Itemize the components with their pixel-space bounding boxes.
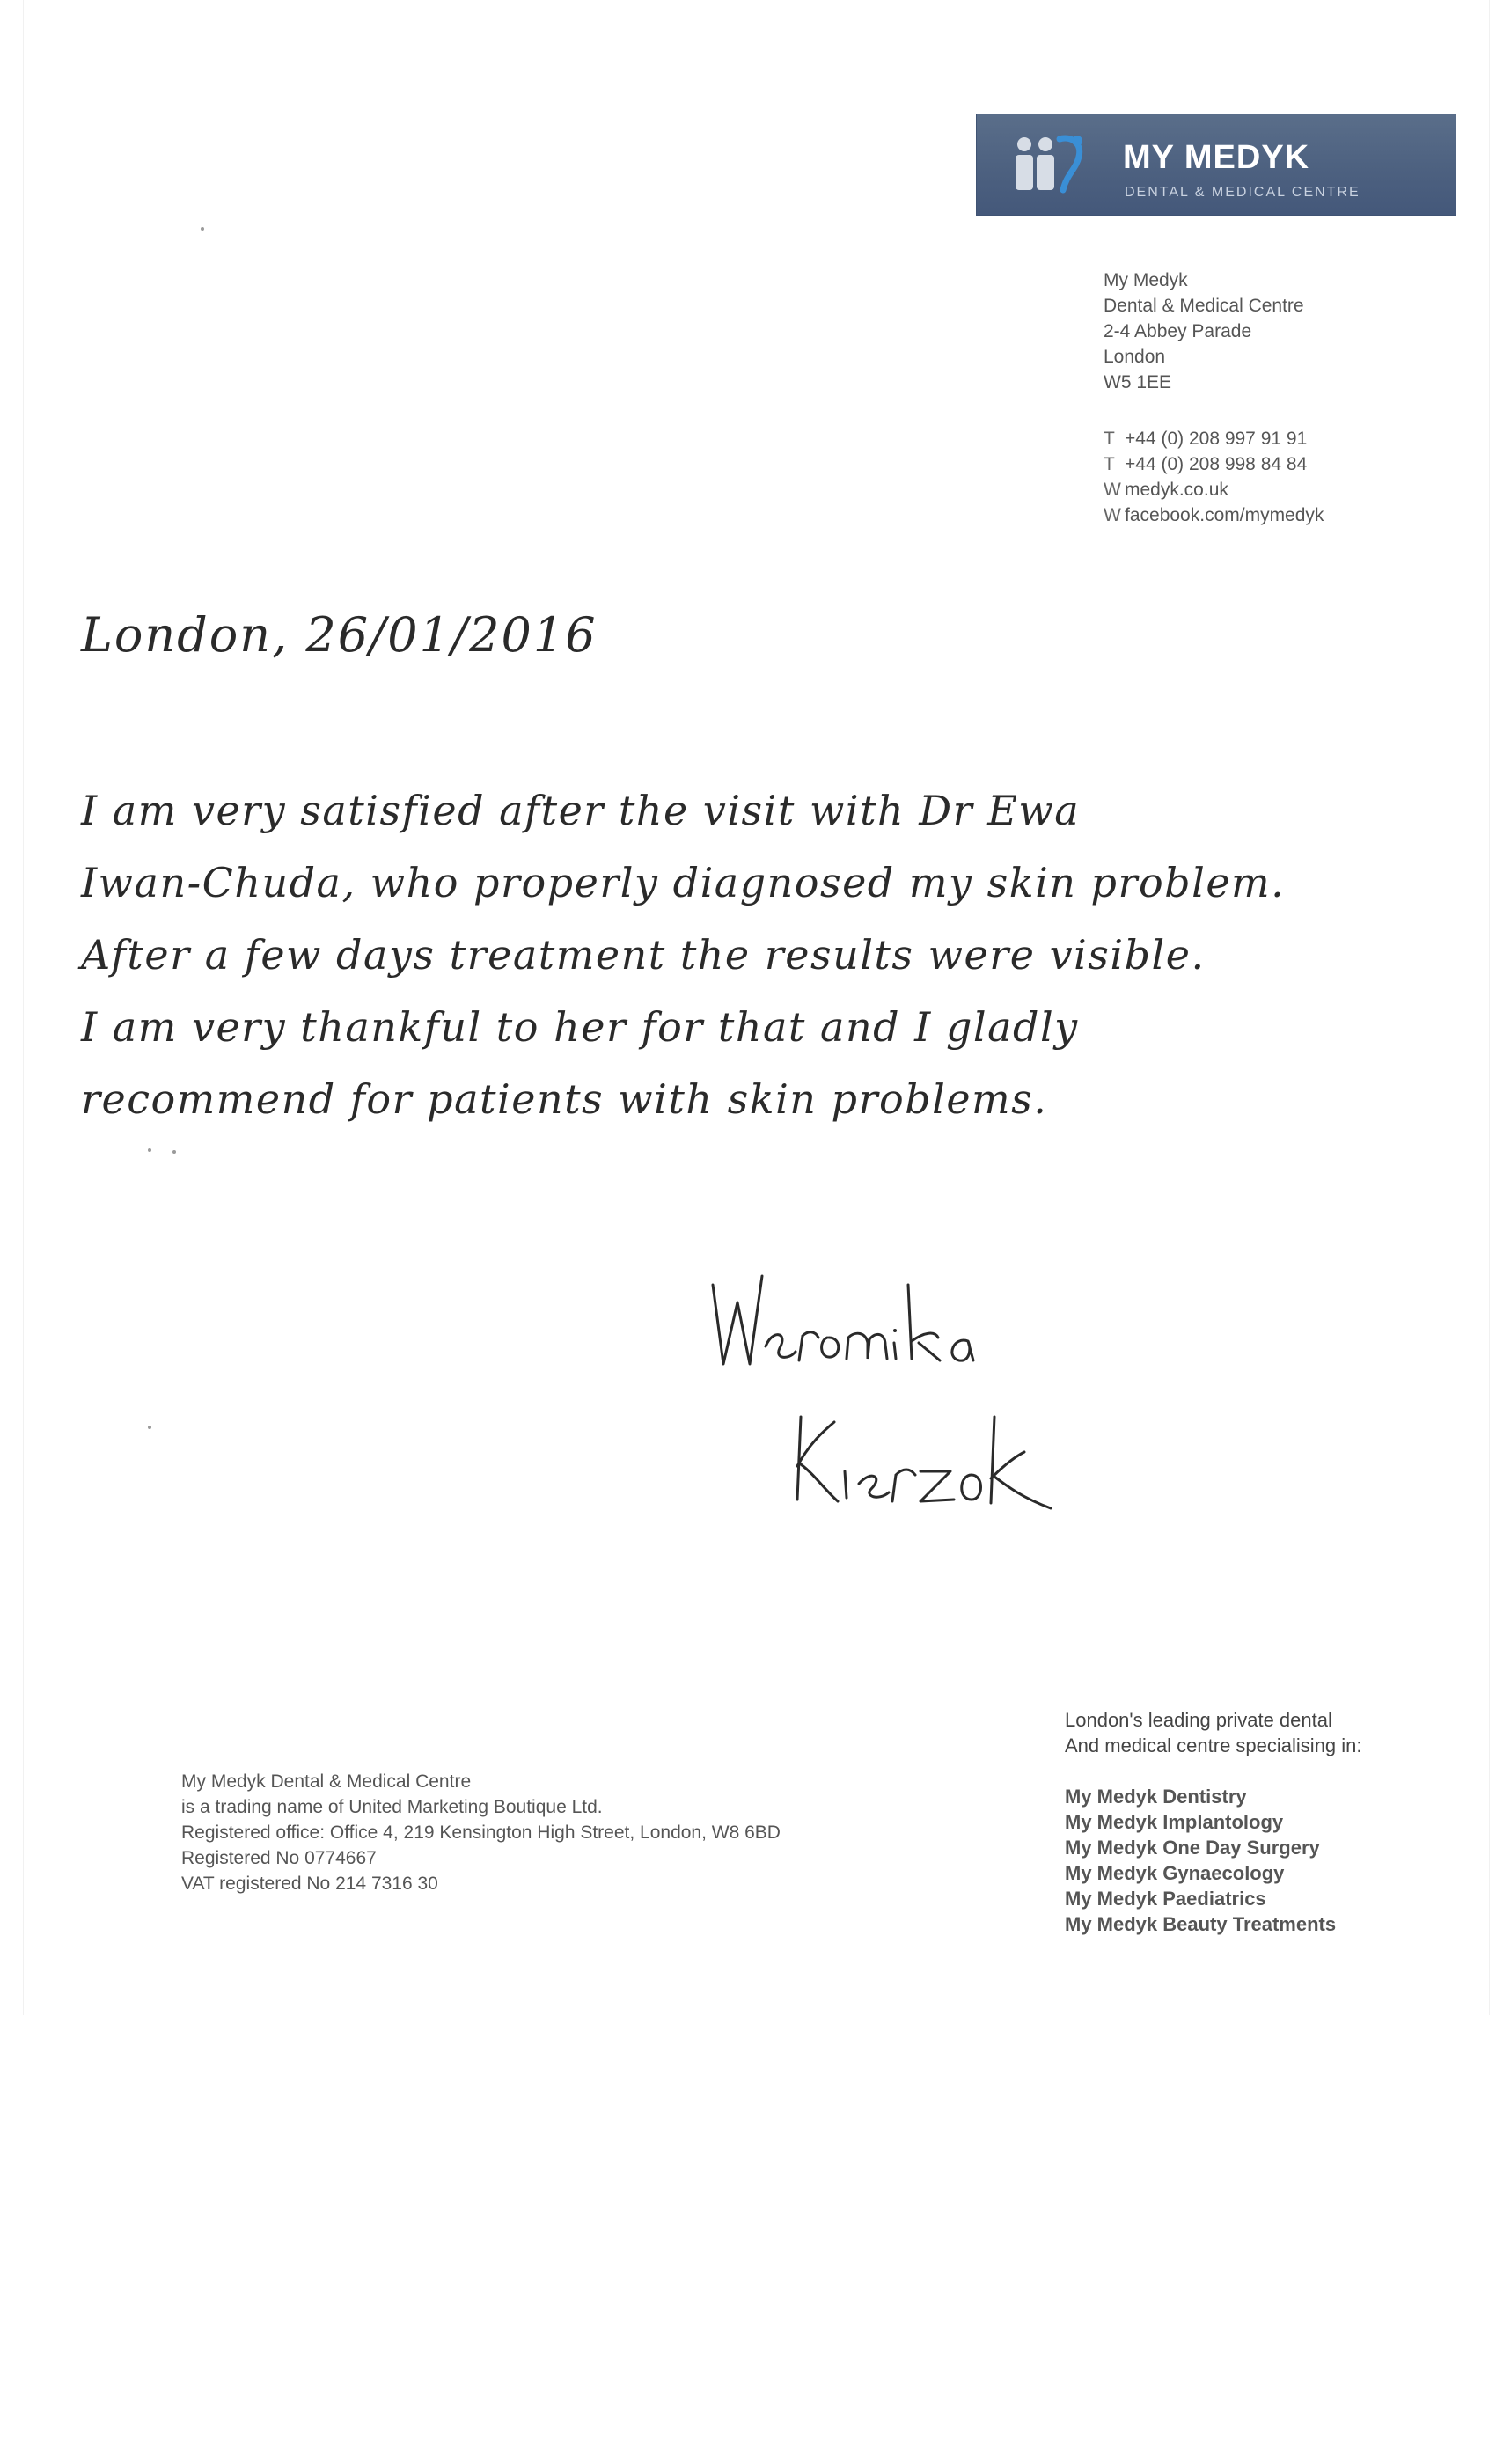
services-tagline: London's leading private dental xyxy=(1065,1709,1332,1731)
footer-line: Registered office: Office 4, 219 Kensington High Street, London, W8 6BD xyxy=(181,1822,781,1843)
service-item: My Medyk Paediatrics xyxy=(1065,1888,1266,1910)
letter-line: Iwan-Chuda, who properly diagnosed my skin problem. xyxy=(81,859,1286,906)
service-item: My Medyk Gynaecology xyxy=(1065,1862,1285,1884)
address-line: W5 1EE xyxy=(1104,372,1172,392)
clinic-logo-subtitle: DENTAL & MEDICAL CENTRE xyxy=(1125,185,1360,200)
clinic-contacts xyxy=(1104,426,1324,528)
letter-line: I am very satisfied after the visit with Dr Ewa xyxy=(81,787,1081,834)
contact-website: W medyk.co.uk xyxy=(1104,480,1228,500)
letter-line: I am very thankful to her for that and I gladly xyxy=(81,1003,1079,1051)
scan-edge-right xyxy=(1489,0,1490,2015)
letter-place-date: London, 26/01/2016 xyxy=(81,607,598,663)
service-item: My Medyk Implantology xyxy=(1065,1811,1284,1833)
service-item: My Medyk Dentistry xyxy=(1065,1786,1247,1808)
contact-phone-1: T +44 (0) 208 997 91 91 xyxy=(1104,429,1308,449)
contact-phone-2: T +44 (0) 208 998 84 84 xyxy=(1104,454,1308,474)
clinic-logo-banner xyxy=(977,114,1456,215)
address-line: Dental & Medical Centre xyxy=(1104,296,1304,316)
clinic-services xyxy=(1065,1707,1362,1937)
scan-speck xyxy=(148,1426,151,1429)
scan-edge-left xyxy=(23,0,24,2015)
clinic-logo-name: MY MEDYK xyxy=(1123,139,1310,176)
service-item: My Medyk Beauty Treatments xyxy=(1065,1913,1337,1935)
clinic-logo-icon xyxy=(1008,130,1089,197)
footer-line: My Medyk Dental & Medical Centre xyxy=(181,1771,472,1792)
clinic-address xyxy=(1104,268,1304,395)
address-line: 2-4 Abbey Parade xyxy=(1104,321,1252,341)
footer-line: VAT registered No 214 7316 30 xyxy=(181,1874,438,1894)
service-item: My Medyk One Day Surgery xyxy=(1065,1837,1320,1859)
scan-speck xyxy=(201,227,204,231)
address-line: London xyxy=(1104,347,1166,367)
company-registration-info xyxy=(181,1769,781,1896)
footer-line: is a trading name of United Marketing Boutique Ltd. xyxy=(181,1797,603,1817)
address-line: My Medyk xyxy=(1104,270,1188,290)
scan-speck xyxy=(148,1148,151,1152)
services-spacer xyxy=(1065,1758,1362,1784)
contact-facebook: W facebook.com/mymedyk xyxy=(1104,505,1324,525)
scan-speck xyxy=(172,1150,176,1154)
letter-line: recommend for patients with skin problems. xyxy=(81,1075,1048,1123)
letter-line: After a few days treatment the results were visible. xyxy=(81,931,1206,979)
handwritten-signature xyxy=(704,1267,1074,1558)
letter-body xyxy=(81,774,1285,1135)
footer-line: Registered No 0774667 xyxy=(181,1848,377,1868)
services-tagline: And medical centre specialising in: xyxy=(1065,1734,1362,1756)
